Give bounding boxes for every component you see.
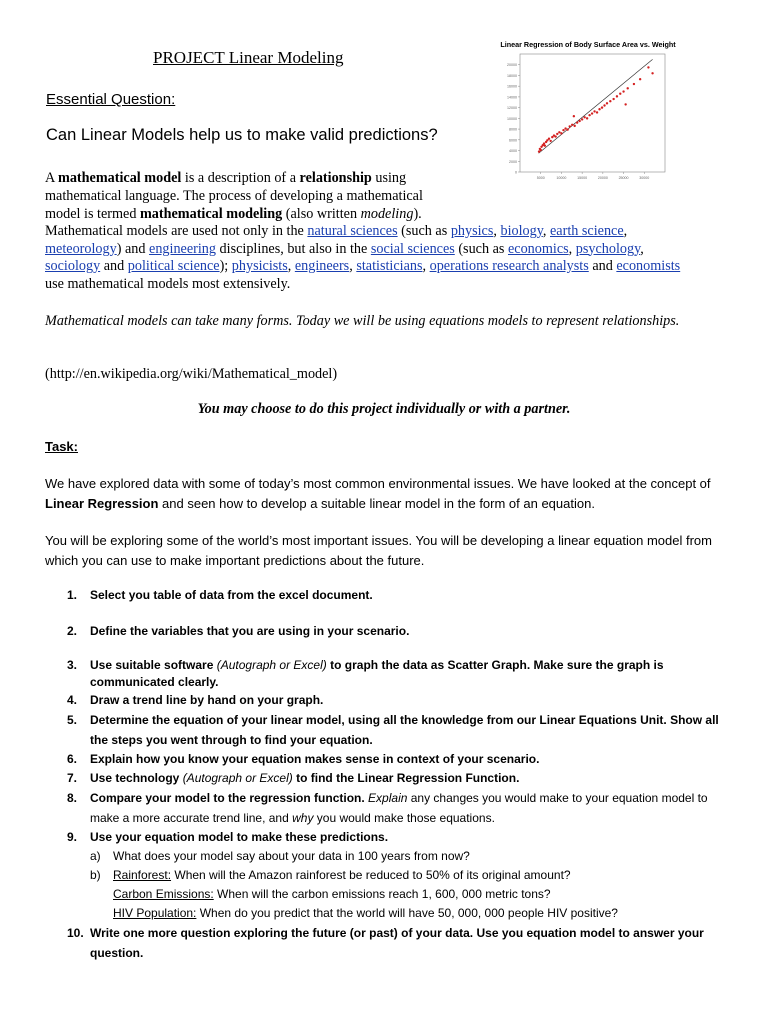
x-tick-label: 5000 <box>536 176 545 180</box>
data-point <box>569 125 571 127</box>
link-economics[interactable]: economics <box>507 240 569 257</box>
data-point <box>619 92 621 94</box>
data-point <box>578 120 580 122</box>
source-url: (http://en.wikipedia.org/wiki/Mathematical_model) <box>45 366 338 382</box>
sub-item-d: HIV Population: When do you predict that the world will have 50, 000, 000 people HIV positive? <box>113 906 618 920</box>
list-item: 4. Draw a trend line by hand on your graph. <box>67 693 324 707</box>
data-point <box>554 135 556 137</box>
data-point <box>566 128 568 130</box>
link-meteorology[interactable]: meteorology <box>45 240 117 257</box>
data-point <box>601 106 603 108</box>
x-tick-label: 15000 <box>577 176 588 180</box>
y-tick-label: 2000 <box>509 159 517 164</box>
data-point <box>543 142 545 144</box>
sub-item-b: b) Rainforest: When will the Amazon rainforest be reduced to 50% of its original amount? <box>90 868 571 882</box>
data-point <box>598 108 600 110</box>
list-item: 7. Use technology (Autograph or Excel) to find the Linear Regression Function. <box>67 771 520 785</box>
y-tick-label: 18000 <box>507 73 517 78</box>
data-point <box>639 78 641 80</box>
task-label: Task: <box>45 439 78 454</box>
data-point <box>571 124 573 126</box>
data-point <box>558 131 560 133</box>
data-point <box>556 133 558 135</box>
link-economists[interactable]: economists <box>616 258 681 274</box>
list-item: 3. Use suitable software (Autograph or Excel) to graph the data as Scatter Graph. Make sure the graph is communicated clearly. <box>67 658 664 689</box>
regression-chart <box>488 36 688 196</box>
data-point <box>609 100 611 102</box>
task-paragraph-2: You will be exploring some of the world’s most important issues. You will be developing a linear equation model from which you can use to make important predictions about the future. <box>45 533 712 568</box>
data-point <box>581 118 583 120</box>
steps-list <box>45 586 725 963</box>
link-engineering[interactable]: engineering <box>149 240 216 257</box>
list-item: 9. Use your equation model to make these predictions. a) What does your model say about your data in 100 years from now? b) Rainforest: When will the Amazon rainforest be reduced to 50% of its original amount? Carbon Emissions: When will the carbon emissions reach 1, 600, 000 metric tons? HIV Population: When do you predict that the world will have 50, 000, 000 people HIV positive? <box>45 828 725 923</box>
y-tick-label: 14000 <box>507 95 517 100</box>
data-point <box>548 138 550 140</box>
chart-svg <box>488 36 688 196</box>
intro-paragraph: A mathematical model is a description of a relationship using mathematical language. The process of developing a mathematical model is termed mathematical modeling (also written modeling). <box>45 170 423 222</box>
y-tick-label: 4000 <box>509 149 517 154</box>
sub-item-a: a) What does your model say about your data in 100 years from now? <box>90 849 470 863</box>
link-social-sciences[interactable]: social sciences <box>370 240 455 257</box>
y-tick-label: 8000 <box>509 127 517 132</box>
data-point <box>624 103 626 105</box>
link-earth-science[interactable]: earth science <box>550 223 624 239</box>
y-tick-label: 10000 <box>507 116 517 121</box>
data-point <box>651 72 653 74</box>
chart-title: Linear Regression of Body Surface Area vs. Weight <box>500 40 676 49</box>
x-tick-label: 10000 <box>556 176 567 180</box>
y-tick-label: 12000 <box>507 106 517 111</box>
link-physicists[interactable]: physicists <box>231 258 288 274</box>
data-point <box>586 117 588 119</box>
data-point <box>591 112 593 114</box>
x-tick-label: 20000 <box>597 176 608 180</box>
data-point <box>633 83 635 85</box>
link-engineers[interactable]: engineers <box>294 258 350 274</box>
y-tick-label: 6000 <box>509 138 517 143</box>
data-point <box>564 127 566 129</box>
link-statisticians[interactable]: statisticians <box>356 258 423 274</box>
list-item: 1. Select you table of data from the excel document. <box>67 588 373 602</box>
sub-item-c: Carbon Emissions: When will the carbon emissions reach 1, 600, 000 metric tons? <box>113 887 551 901</box>
data-point <box>544 145 546 147</box>
data-point <box>588 114 590 116</box>
link-biology[interactable]: biology <box>500 223 543 239</box>
list-item: 6. Explain how you know your equation makes sense in context of your scenario. <box>67 752 540 766</box>
y-tick-label: 20000 <box>507 63 517 68</box>
essential-question: Can Linear Models help us to make valid predictions? <box>46 126 438 144</box>
data-point <box>647 66 649 68</box>
link-operations-research-analysts[interactable]: operations research analysts <box>429 258 589 274</box>
link-psychology[interactable]: psychology <box>575 240 641 257</box>
y-tick-label: 0 <box>515 170 517 175</box>
data-point <box>562 129 564 131</box>
data-point <box>573 115 575 117</box>
partner-note: You may choose to do this project individually or with a partner. <box>197 401 571 417</box>
data-point <box>612 98 614 100</box>
data-point <box>576 121 578 123</box>
italic-paragraph: Mathematical models can take many forms. Today we will be using equations models to represent relationships. <box>45 313 680 329</box>
data-point <box>616 95 618 97</box>
link-sociology[interactable]: sociology <box>45 258 101 274</box>
data-point <box>593 110 595 112</box>
data-point <box>549 140 551 142</box>
data-point <box>603 104 605 106</box>
link-natural-sciences[interactable]: natural sciences <box>307 223 398 239</box>
essential-question-label: Essential Question: <box>46 91 176 108</box>
list-item: 2. Define the variables that you are using in your scenario. <box>67 624 410 638</box>
y-tick-label: 16000 <box>507 84 517 89</box>
task-paragraph-1: We have explored data with some of today’s most common environmental issues. We have looked at the concept of Linear Regression and seen how to develop a suitable linear model in the form of an equation. <box>45 476 711 511</box>
list-item: 5. Determine the equation of your linear model, using all the knowledge from our Linear Equations Unit. Show all the steps you went through to find your equation. <box>67 713 719 747</box>
models-usage-paragraph: Mathematical models are used not only in the natural sciences (such as physics, biology, earth science, meteorology) and engineering disciplines, but also in the social sciences (such as economics, psychology, sociology and political science); physicists, engineers, statisticians, operations research analysts and economists use mathematical models most extensively. <box>45 223 681 292</box>
list-item: 10. Write one more question exploring the future (or past) of your data. Use you equation model to answer your question. <box>67 926 704 960</box>
data-point <box>573 125 575 127</box>
link-physics[interactable]: physics <box>450 223 494 239</box>
x-tick-label: 25000 <box>618 176 629 180</box>
data-point <box>622 90 624 92</box>
x-tick-label: 30000 <box>639 176 650 180</box>
list-item: 8. Compare your model to the regression function. Explain any changes you would make to your equation model to make a more accurate trend line, and why you would make those equations. <box>67 791 708 825</box>
page-title: PROJECT Linear Modeling <box>153 48 344 67</box>
data-point <box>583 116 585 118</box>
data-point <box>560 132 562 134</box>
data-point <box>596 111 598 113</box>
data-point <box>540 149 542 151</box>
data-point <box>606 102 608 104</box>
link-political-science[interactable]: political science <box>127 258 220 274</box>
data-point <box>627 87 629 89</box>
